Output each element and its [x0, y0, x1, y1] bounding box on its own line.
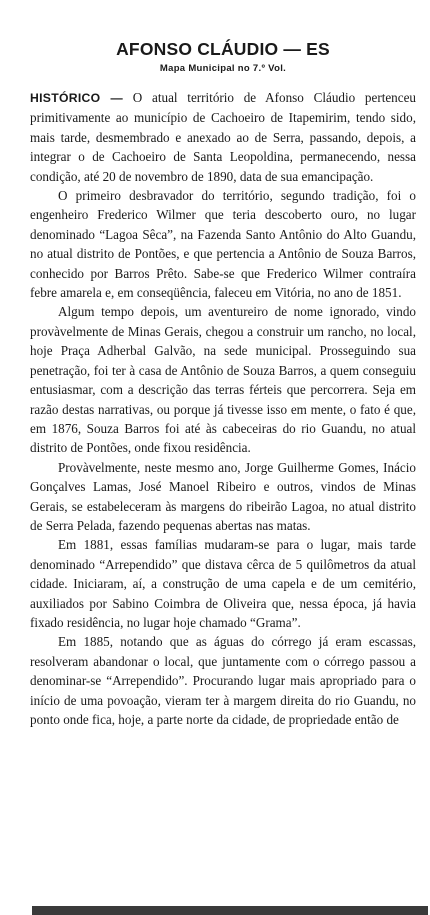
- paragraph-5: Em 1881, essas famílias mudaram-se para o lugar, mais tarde denominado “Arrependido” que distava cêrca de 5 quilômetros da atual cidade. Iniciaram, aí, a construção de uma capela e de um cemitério, auxiliados por Sabino Coimbra de Oliveira que, nessa época, já havia fixado residência, no lugar hoje chamado “Grama”.: [30, 537, 416, 630]
- paragraph-1: [30, 88, 416, 186]
- article-body: [30, 88, 416, 729]
- section-heading-historico: HISTÓRICO —: [30, 91, 124, 105]
- bottom-border-rule: [32, 906, 428, 915]
- paragraph-3: Algum tempo depois, um aventureiro de nome ignorado, vindo provàvelmente de Minas Gerais, chegou a construir um rancho, no local, hoje Praça Adherbal Galvão, na sede municipal. Prosseguindo sua penetração, foi ter à casa de Antônio de Souza Barros, a quem conseguiu entusiasmar, com a descrição das terras férteis que percorrera. Seja em razão destas narrativas, ou porque já tivesse isso em mente, o fato é que, em 1876, Souza Barros foi até às cabeceiras do rio Guandu, no atual distrito de Pontões, onde fixou residência.: [30, 304, 416, 456]
- page-title: AFONSO CLÁUDIO — ES: [116, 39, 330, 59]
- paragraph-4: Provàvelmente, neste mesmo ano, Jorge Guilherme Gomes, Inácio Gonçalves Lamas, José Manoel Ribeiro e outros, vindos de Minas Gerais, se estabeleceram às margens do ribeirão Lagoa, no atual distrito de Serra Pelada, fazendo pequenas abertas nas matas.: [30, 459, 416, 533]
- paragraph-1-text: O atual território de Afonso Cláudio pertenceu primitivamente ao município de Cachoeiro de Itapemirim, tendo sido, mais tarde, desmembrado e anexado ao de Serra, passando, depois, a integrar o de Cachoeiro de Santa Leopoldina, permanecendo, nessa condição, até 20 de novembro de 1890, data de sua emancipação.: [30, 90, 416, 184]
- paragraph-2: O primeiro desbravador do território, segundo tradição, foi o engenheiro Frederico Wilmer que teria descoberto ouro, no lugar denominado “Lagoa Sêca”, na Fazenda Santo Antônio do Alto Guandu, no atual distrito de Pontões, e que pertencia a Antônio de Souza Barros, conhecido por Barros Prêto. Sabe-se que Frederico Wilmer contraíra febre amarela e, em conseqüência, faleceu em Vitória, no ano de 1851.: [30, 188, 416, 301]
- paragraph-6: Em 1885, notando que as águas do córrego já eram escassas, resolveram abandonar o local, que juntamente com o córrego passou a denominar-se “Arrependido”. Procurando lugar mais apropriado para o início de uma povoação, vieram ter à margem direita do rio Guandu, no ponto onde fica, hoje, a parte norte da cidade, de propriedade então de: [30, 634, 416, 727]
- page-subtitle: Mapa Municipal no 7.º Vol.: [159, 63, 287, 74]
